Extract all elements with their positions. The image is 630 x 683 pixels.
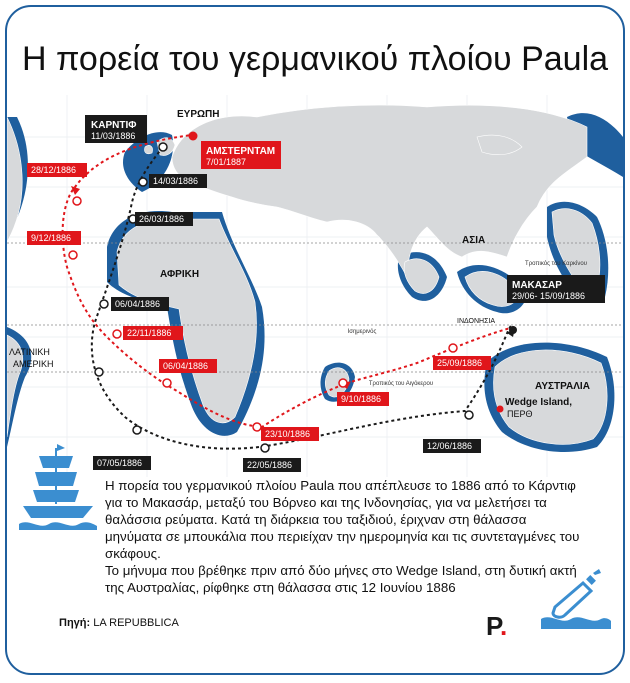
- logo-dot: .: [500, 611, 508, 641]
- svg-text:22/05/1886: 22/05/1886: [247, 460, 293, 470]
- return-date-tag: [261, 427, 319, 441]
- page-title: Η πορεία του γερμανικού πλοίου Paula: [21, 40, 609, 78]
- return-date-tag: [159, 359, 217, 373]
- latin-america-label-1: ΛΑΤΙΝΙΚΗ: [9, 347, 50, 357]
- outbound-date-tag: [135, 212, 193, 226]
- amsterdam-marker: [189, 132, 198, 141]
- makassar-tag: [507, 275, 605, 303]
- svg-text:ΑΜΣΤΕΡΝΤΑΜ: ΑΜΣΤΕΡΝΤΑΜ: [206, 146, 276, 157]
- tropic-of-capricorn-label: Τροπικός του Αιγόκερου: [368, 381, 434, 387]
- makassar-marker: [509, 326, 517, 334]
- description-paragraph-1: Η πορεία του γερμανικού πλοίου Paula που απέπλευσε το 1886 από το Κάρντιφ για το Μακασάρ, μεταξύ του Βόρνεο και της Ινδονησίας, για να μελετήσει τα θαλάσσια ρεύματα. Κατά τη διάρκεια του ταξιδιού, έριχναν στη θάλασσα μηνύματα σε μπουκάλια που περιείχαν την ημερομηνία και τις συντεταγμένες του σκάφους.: [105, 478, 580, 561]
- description-paragraph-2: Το μήνυμα που βρέθηκε πριν από δύο μήνες στο Wedge Island, στη δυτική ακτή της Αυστραλίας, ρίφθηκε στη θάλασσα στις 12 Ιουνίου 1886: [105, 563, 577, 595]
- svg-text:06/04/1886: 06/04/1886: [115, 299, 161, 309]
- tropic-of-cancer-label: Τροπικός του Καρκίνου: [525, 261, 587, 267]
- source-credit: [59, 617, 179, 629]
- svg-text:ΚΑΡΝΤΙΦ: ΚΑΡΝΤΙΦ: [91, 120, 137, 131]
- return-date-tag: [433, 356, 491, 370]
- svg-text:23/10/1886: 23/10/1886: [265, 429, 311, 439]
- perth-label: ΠΕΡΘ: [507, 409, 533, 419]
- svg-text:9/12/1886: 9/12/1886: [31, 233, 72, 243]
- indonesia-label: ΙΝΔΟΝΗΣΙΑ: [457, 318, 496, 325]
- svg-text:22/11/1886: 22/11/1886: [127, 328, 172, 338]
- sailing-ship-icon: [17, 444, 99, 530]
- route-map: [7, 95, 623, 477]
- outbound-date-tag: [243, 458, 301, 472]
- svg-text:9/10/1886: 9/10/1886: [341, 394, 382, 404]
- svg-text:06/04/1886: 06/04/1886: [163, 361, 209, 371]
- return-date-tag: [123, 326, 183, 340]
- outbound-date-tag: [423, 439, 481, 453]
- amsterdam-tag: [201, 141, 281, 169]
- cardiff-tag: [85, 115, 147, 143]
- logo-letter: P: [486, 611, 500, 641]
- svg-text:7/01/1887: 7/01/1887: [206, 157, 247, 167]
- source-value: LA REPUBBLICA: [93, 617, 179, 629]
- svg-text:25/09/1886: 25/09/1886: [437, 358, 483, 368]
- svg-text:28/12/1886: 28/12/1886: [31, 165, 77, 175]
- svg-text:07/05/1886: 07/05/1886: [97, 458, 143, 468]
- svg-text:14/03/1886: 14/03/1886: [153, 176, 199, 186]
- svg-text:ΜΑΚΑΣΑΡ: ΜΑΚΑΣΑΡ: [512, 280, 562, 291]
- outbound-date-tag: [111, 297, 169, 311]
- svg-text:26/03/1886: 26/03/1886: [139, 214, 185, 224]
- infographic-card: [5, 5, 625, 675]
- asia-label: ΑΣΙΑ: [462, 235, 486, 246]
- return-date-tag: [27, 231, 81, 245]
- wedge-island-label: Wedge Island,: [505, 397, 573, 408]
- europe-label: ΕΥΡΩΠΗ: [177, 109, 220, 120]
- return-date-tag: [27, 163, 87, 177]
- description-text: [105, 477, 581, 596]
- svg-text:12/06/1886: 12/06/1886: [427, 441, 473, 451]
- svg-text:11/03/1886: 11/03/1886: [91, 131, 136, 141]
- africa-label: ΑΦΡΙΚΗ: [160, 269, 200, 280]
- publisher-logo: [486, 611, 507, 642]
- wedge-island-marker: [497, 406, 504, 413]
- message-bottle-icon: [541, 569, 611, 629]
- equator-label: Ισημερινός: [347, 329, 377, 335]
- australia-label: ΑΥΣΤΡΑΛΙΑ: [535, 381, 590, 392]
- latin-america-label-2: ΑΜΕΡΙΚΗ: [13, 359, 54, 369]
- outbound-date-tag: [149, 174, 207, 188]
- svg-text:29/06- 15/09/1886: 29/06- 15/09/1886: [512, 291, 586, 301]
- return-date-tag: [337, 392, 389, 406]
- source-label: Πηγή:: [59, 617, 91, 629]
- outbound-date-tag: [93, 456, 151, 470]
